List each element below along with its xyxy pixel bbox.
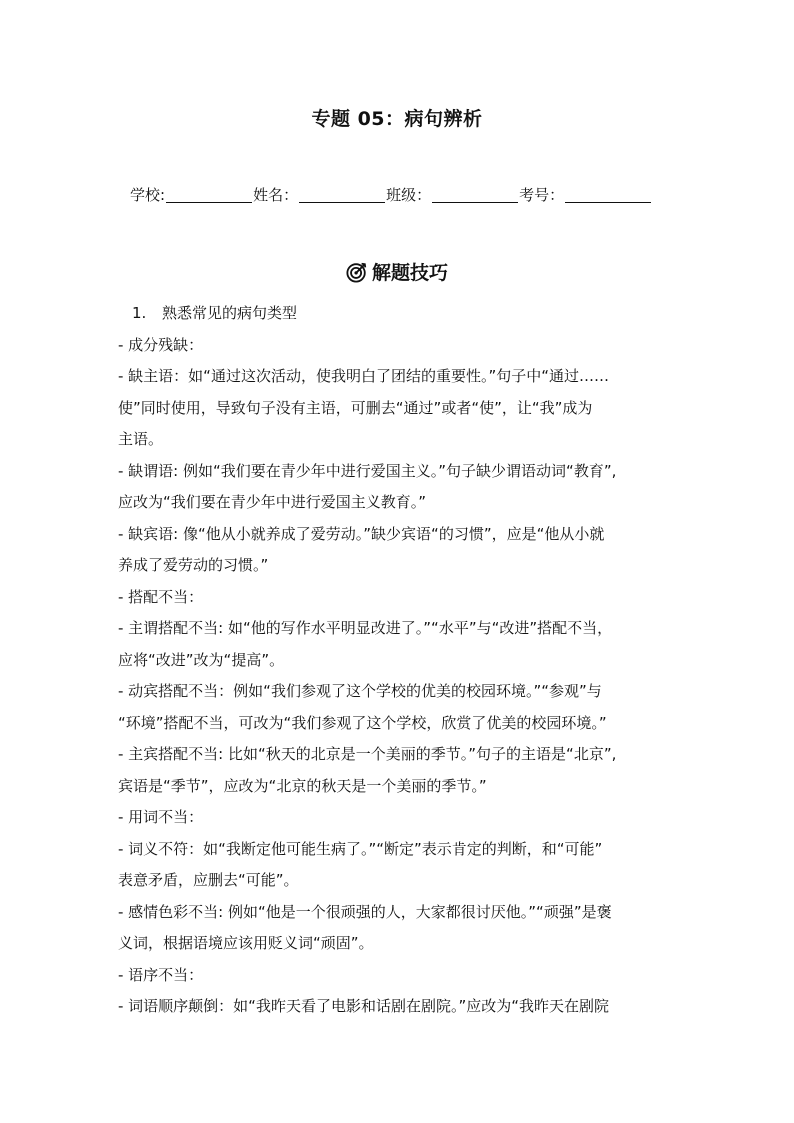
text-line: - 缺主语：如“通过这次活动，使我明白了团结的重要性。”句子中“通过……	[118, 367, 609, 385]
name-label: 姓名：	[253, 186, 299, 204]
content-body	[118, 298, 688, 1023]
exam-no-blank[interactable]	[565, 186, 651, 203]
school-blank[interactable]	[166, 186, 252, 203]
list-item-text: 熟悉常见的病句类型	[162, 304, 298, 322]
text-line: - 动宾搭配不当：例如“我们参观了这个学校的优美的校园环境。”“参观”与	[118, 682, 602, 700]
target-icon	[346, 261, 368, 283]
page-title: 专题 05：病句辨析	[311, 108, 483, 130]
text-line: 应改为“我们要在青少年中进行爱国主义教育。”	[118, 493, 427, 511]
text-line: “环境”搭配不当，可改为“我们参观了这个学校，欣赏了优美的校园环境。”	[118, 713, 607, 732]
class-label: 班级：	[386, 186, 432, 204]
section-heading	[0, 258, 794, 288]
text-line: 应将“改进”改为“提高”。	[118, 650, 285, 669]
student-info-row	[130, 184, 690, 205]
text-line: - 主宾搭配不当: 比如“秋天的北京是一个美丽的季节。”句子的主语是“北京”,	[118, 745, 617, 763]
list-item-number: 1.	[132, 304, 147, 322]
name-blank[interactable]	[299, 186, 385, 203]
text-line: - 缺谓语: 例如“我们要在青少年中进行爱国主义。”句子缺少谓语动词“教育”,	[118, 461, 617, 480]
text-line: - 成分残缺：	[118, 335, 204, 354]
exam-no-label: 考号：	[519, 186, 565, 204]
section-title: 解题技巧	[371, 262, 448, 284]
class-blank[interactable]	[432, 186, 518, 203]
text-line: 表意矛盾，应删去“可能”。	[118, 871, 299, 889]
text-line: 义词，根据语境应该用贬义词“顽固”。	[118, 934, 374, 952]
text-line: - 用词不当：	[118, 808, 204, 826]
text-line: - 语序不当：	[118, 965, 204, 984]
list-item	[118, 298, 688, 330]
text-line: 使”同时使用，导致句子没有主语，可删去“通过”或者“使”，让“我”成为	[118, 398, 593, 417]
text-line: 宾语是“季节”，应改为“北京的秋天是一个美丽的季节。”	[118, 776, 487, 795]
text-line: - 感情色彩不当: 例如“他是一个很顽强的人，大家都很讨厌他。”“顽强”是褒	[118, 902, 612, 921]
text-line: 主语。	[118, 430, 164, 448]
text-line: - 词义不符：如“我断定他可能生病了。”“断定”表示肯定的判断，和“可能”	[118, 839, 603, 858]
school-label: 学校:	[130, 186, 166, 204]
text-line: 养成了爱劳动的习惯。”	[118, 556, 269, 574]
text-line: - 主谓搭配不当: 如“他的写作水平明显改进了。”“水平”与“改进”搭配不当，	[118, 619, 613, 637]
text-line: - 搭配不当：	[118, 587, 204, 606]
text-line: - 词语顺序颠倒：如“我昨天看了电影和话剧在剧院。”应改为“我昨天在剧院	[118, 997, 609, 1015]
text-line: - 缺宾语: 像“他从小就养成了爱劳动。”缺少宾语“的习惯”，应是“他从小就	[118, 524, 605, 543]
